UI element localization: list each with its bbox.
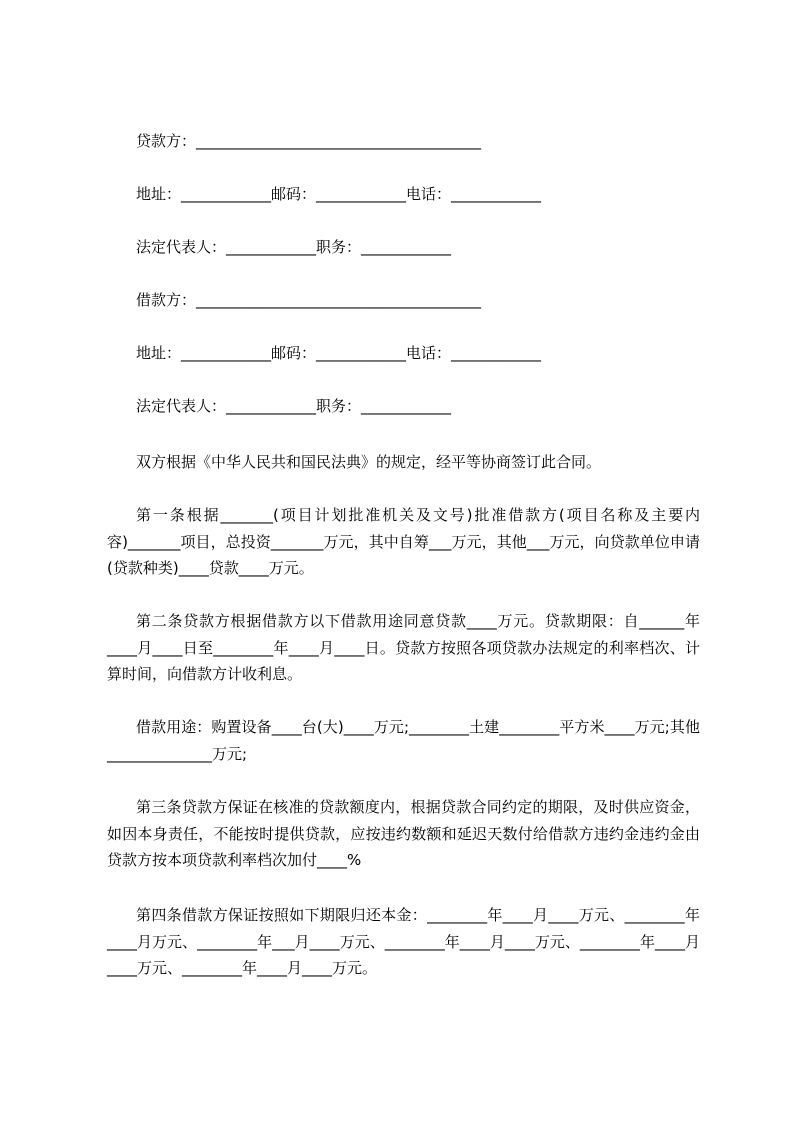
article-3-paragraph: 第三条贷款方保证在核准的贷款额度内，根据贷款合同约定的期限，及时供应资金，如因本身责任，不能按时提供贷款，应按违约数额和延迟天数付给借款方违约金违约金由贷款方按本项贷款利率档次加付____% — [107, 798, 700, 869]
lender-address-line: 地址：____________邮码：____________电话：____________ — [136, 185, 542, 203]
borrower-representative-line: 法定代表人：____________职务：____________ — [136, 397, 452, 415]
article-1-paragraph: 第一条根据_______(项目计划批准机关及文号)批准借款方(项目名称及主要内容)_______项目，总投资_______万元，其中自筹___万元，其他___万元，向贷款单位申请(贷款种类)____贷款____万元。 — [107, 506, 700, 577]
article-4-paragraph: 第四条借款方保证按照如下期限归还本金：________年____月____万元、________年____月万元、________年___月____万元、________年____月____万元、________年____月____万元、________年____月____万元。 — [107, 906, 700, 977]
borrower-name-line: 借款方：______________________________________ — [136, 291, 482, 309]
loan-use-paragraph: 借款用途：购置设备____台(大)____万元;________土建________平方米____万元;其他______________万元; — [107, 718, 700, 763]
lender-name-line: 贷款方：______________________________________ — [136, 132, 482, 150]
lender-representative-line: 法定代表人：____________职务：____________ — [136, 238, 452, 256]
borrower-address-line: 地址：____________邮码：____________电话：____________ — [136, 344, 542, 362]
article-2-paragraph: 第二条贷款方根据借款方以下借款用途同意贷款____万元。贷款期限：自______年____月____日至________年____月____日。贷款方按照各项贷款办法规定的利率档次、计算时间，向借款方计收利息。 — [107, 612, 700, 683]
preamble-paragraph: 双方根据《中华人民共和国民法典》的规定，经平等协商签订此合同。 — [136, 453, 602, 471]
